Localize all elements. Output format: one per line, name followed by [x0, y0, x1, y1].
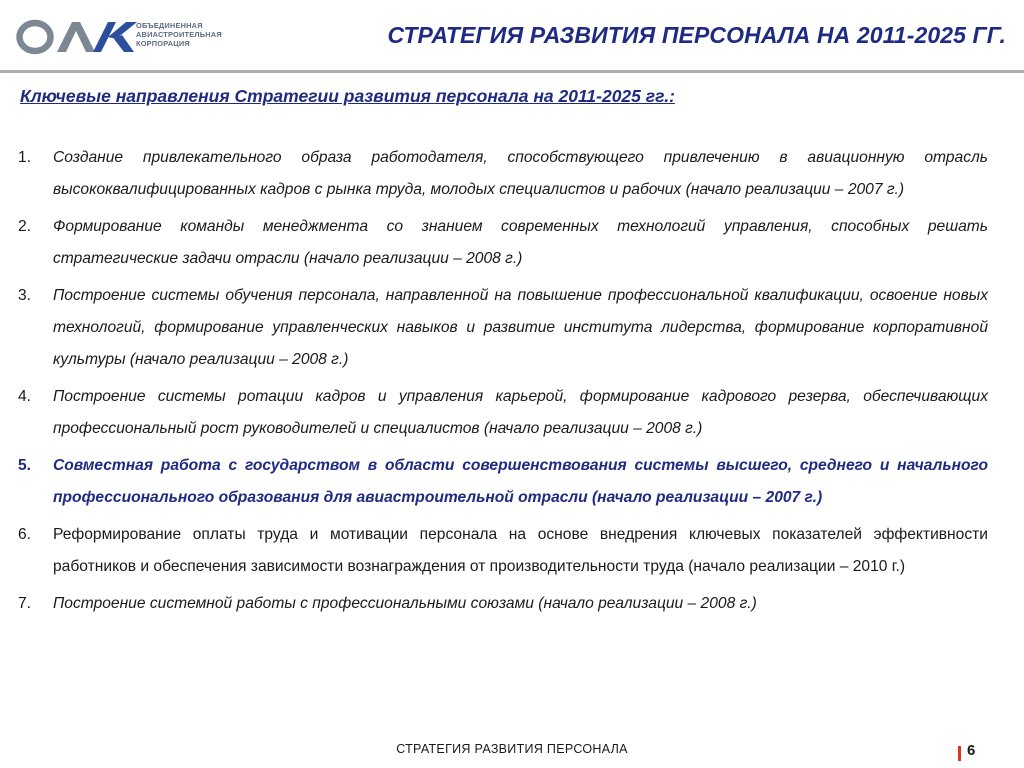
directions-list — [18, 142, 988, 625]
list-item-number: 1. — [18, 149, 32, 166]
list-item-number: 2. — [18, 218, 32, 235]
logo-line-2: АВИАСТРОИТЕЛЬНАЯ — [136, 30, 222, 39]
list-item-number: 4. — [18, 388, 32, 405]
section-subtitle: Ключевые направления Стратегии развития персонала на 2011-2025 гг.: — [20, 86, 675, 106]
list-item — [18, 519, 988, 583]
list-item-highlighted — [18, 450, 988, 514]
header-divider — [0, 70, 1024, 73]
list-item — [18, 211, 988, 275]
logo-line-1: ОБЪЕДИНЕННАЯ — [136, 21, 203, 30]
list-item-text: Построение системы обучения персонала, направленной на повышение профессиональной квалификации, освоение новых технологий, формирование управленческих навыков и развитие института лидерства, формирование корпоративной культуры (начало реализации – 2008 г.) — [53, 287, 988, 368]
list-item — [18, 142, 988, 206]
page-marker-bar — [958, 746, 961, 761]
list-item-text: Построение системы ротации кадров и управления карьерой, формирование кадрового резерва, обеспечивающих профессиональный рост руководителей и специалистов (начало реализации – 2008 г.) — [53, 388, 988, 437]
list-item-number: 7. — [18, 595, 32, 612]
list-item-text: Построение системной работы с профессиональными союзами (начало реализации – 2008 г.) — [53, 595, 757, 612]
footer-label: СТРАТЕГИЯ РАЗВИТИЯ ПЕРСОНАЛА — [396, 742, 628, 756]
list-item-number: 6. — [18, 526, 32, 543]
list-item — [18, 381, 988, 445]
list-item-text: Реформирование оплаты труда и мотивации персонала на основе внедрения ключевых показателей эффективности работников и обеспечения зависимости вознаграждения от производительности труда (начало реализации – 2010 г.) — [53, 526, 988, 575]
list-item-number: 5. — [18, 457, 32, 474]
list-item-text: Формирование команды менеджмента со знанием современных технологий управления, способных решать стратегические задачи отрасли (начало реализации – 2008 г.) — [53, 218, 988, 267]
list-item — [18, 588, 988, 620]
list-item — [18, 280, 988, 376]
logo-line-3: КОРПОРАЦИЯ — [136, 39, 190, 48]
page-number: 6 — [967, 742, 976, 759]
logo-wordmark — [136, 21, 236, 48]
list-item-number: 3. — [18, 287, 32, 304]
list-item-text: Совместная работа с государством в области совершенствования системы высшего, среднего и начального профессионального образования для авиастроительной отрасли (начало реализации – 2007 г.) — [53, 457, 988, 506]
slide-title: СТРАТЕГИЯ РАЗВИТИЯ ПЕРСОНАЛА НА 2011-2025 ГГ. — [387, 22, 1006, 48]
list-item-text: Создание привлекательного образа работодателя, способствующего привлечению в авиационную отрасль высококвалифицированных кадров с рынка труда, молодых специалистов и рабочих (начало реализации – 2007 г.) — [53, 149, 988, 198]
